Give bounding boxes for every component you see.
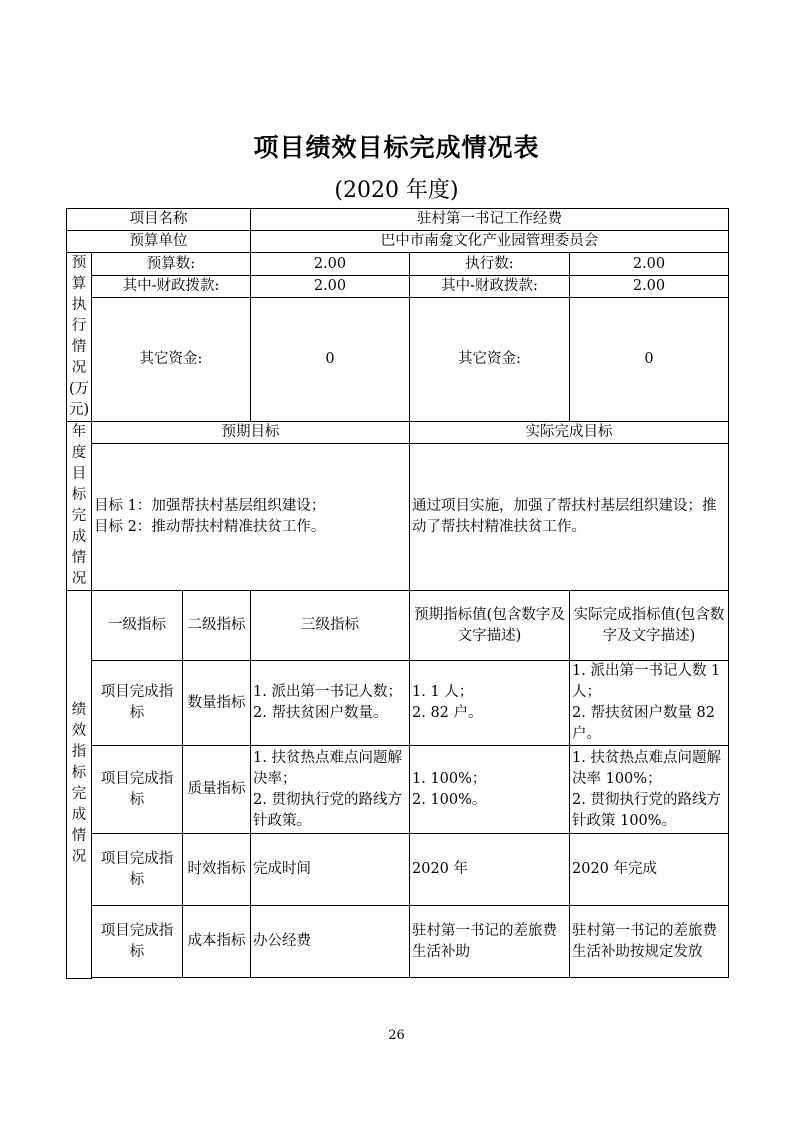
level2-cell: 质量指标 <box>183 746 251 834</box>
exec-amount-value: 2.00 <box>570 253 729 276</box>
budget-section-label: 预算执行情况(万元) <box>67 253 92 422</box>
level1-cell: 项目完成指标 <box>92 834 183 906</box>
header-actual-value: 实际完成指标值(包含数字及文字描述) <box>570 591 729 661</box>
expected-target-line: 目标 2：推动帮扶村精准扶贫工作。 <box>94 519 326 536</box>
level3-cell <box>251 746 410 834</box>
actual-target-header: 实际完成目标 <box>410 422 729 444</box>
document-title: 项目绩效目标完成情况表 <box>253 133 540 162</box>
level3-cell: 完成时间 <box>251 834 410 906</box>
cell-line: 1. 派出第一书记人数 1 人； <box>572 663 721 700</box>
fiscal-budget-value: 2.00 <box>251 276 410 298</box>
cell-line: 1. 100%； <box>412 770 487 787</box>
cell-line: 2. 贯彻执行党的路线方针政策。 <box>253 791 402 829</box>
level1-cell: 项目完成指标 <box>92 661 183 746</box>
budget-unit-label: 预算单位 <box>67 231 251 253</box>
performance-table <box>66 208 729 979</box>
level2-cell: 时效指标 <box>183 834 251 906</box>
cell-line: 1. 扶贫热点难点问题解决率； <box>253 749 402 787</box>
fiscal-exec-label: 其中-财政拨款: <box>410 276 570 298</box>
header-level3: 三级指标 <box>251 591 410 661</box>
actual-target-text: 通过项目实施，加强了帮扶村基层组织建设；推动了帮扶村精准扶贫工作。 <box>410 444 729 591</box>
budget-amount-label: 预算数: <box>92 253 251 276</box>
other-funds-value: 0 <box>251 298 410 422</box>
cell-line: 1. 1 人； <box>412 684 474 700</box>
cell-line: 2. 82 户。 <box>412 705 483 721</box>
actual-value-cell <box>570 661 729 746</box>
actual-value-cell: 驻村第一书记的差旅费生活补助按规定发放 <box>570 906 729 978</box>
project-name-label: 项目名称 <box>67 209 251 231</box>
indicators-section-label: 绩效指标完成情况 <box>67 591 92 979</box>
level2-cell: 成本指标 <box>183 906 251 978</box>
header-level1: 一级指标 <box>92 591 183 661</box>
exec-amount-label: 执行数: <box>410 253 570 276</box>
level3-cell <box>251 661 410 746</box>
fiscal-budget-label: 其中-财政拨款: <box>92 276 251 298</box>
page-number: 26 <box>388 1028 405 1043</box>
other-funds-label: 其它资金: <box>92 298 251 422</box>
level1-cell: 项目完成指标 <box>92 746 183 834</box>
expected-value-cell: 2020 年 <box>410 834 570 906</box>
other-exec-value: 0 <box>570 298 729 422</box>
budget-unit-value: 巴中市南龛文化产业园管理委员会 <box>251 231 729 253</box>
annual-section-label: 年度目标完成情况 <box>67 422 92 591</box>
budget-amount-value: 2.00 <box>251 253 410 276</box>
expected-value-cell <box>410 661 570 746</box>
expected-value-cell <box>410 746 570 834</box>
other-exec-label: 其它资金: <box>410 298 570 422</box>
cell-line: 1. 派出第一书记人数； <box>253 684 402 700</box>
cell-line: 2. 贯彻执行党的路线方针政策 100%。 <box>572 791 721 829</box>
expected-target-header: 预期目标 <box>92 422 410 444</box>
actual-value-cell: 2020 年完成 <box>570 834 729 906</box>
cell-line: 2. 帮扶贫困户数量。 <box>253 705 388 721</box>
table-row <box>67 906 729 978</box>
header-expected-value: 预期指标值(包含数字及文字描述) <box>410 591 570 661</box>
table-row <box>67 746 729 834</box>
expected-target-line: 目标 1：加强帮扶村基层组织建设； <box>94 498 326 515</box>
table-row <box>67 661 729 746</box>
cell-line: 2. 帮扶贫困户数量 82 户。 <box>572 705 716 742</box>
fiscal-exec-value: 2.00 <box>570 276 729 298</box>
actual-value-cell <box>570 746 729 834</box>
level3-cell: 办公经费 <box>251 906 410 978</box>
expected-target-text <box>92 444 410 591</box>
level1-cell: 项目完成指标 <box>92 906 183 978</box>
project-name-value: 驻村第一书记工作经费 <box>251 209 729 231</box>
document-subtitle: (2020 年度) <box>334 178 459 203</box>
level2-cell: 数量指标 <box>183 661 251 746</box>
header-level2: 二级指标 <box>183 591 251 661</box>
expected-value-cell: 驻村第一书记的差旅费生活补助 <box>410 906 570 978</box>
cell-line: 2. 100%。 <box>412 791 487 808</box>
cell-line: 1. 扶贫热点难点问题解决率 100%； <box>572 749 721 787</box>
table-row <box>67 834 729 906</box>
